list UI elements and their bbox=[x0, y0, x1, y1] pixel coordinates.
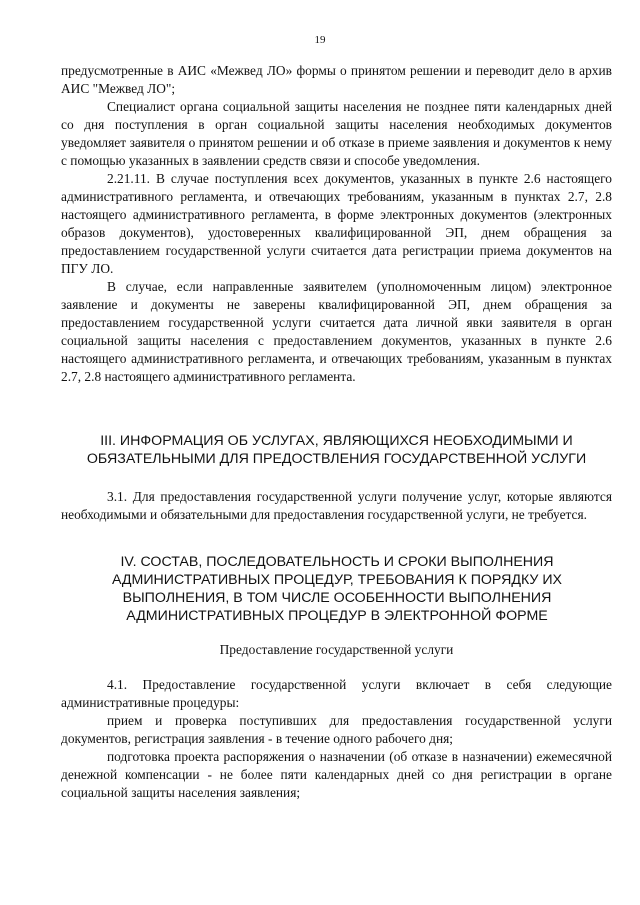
section-3-heading: III. ИНФОРМАЦИЯ ОБ УСЛУГАХ, ЯВЛЯЮЩИХСЯ НЕОБХОДИМЫМИ И ОБЯЗАТЕЛЬНЫМИ ДЛЯ ПРЕДОСТВЛЕНИЯ ГОСУДАРСТВЕННОЙ УСЛУГИ bbox=[86, 433, 587, 467]
section-4-heading: IV. СОСТАВ, ПОСЛЕДОВАТЕЛЬНОСТЬ И СРОКИ ВЫПОЛНЕНИЯ АДМИНИСТРАТИВНЫХ ПРОЦЕДУР, ТРЕБОВАНИЯ К ПОРЯДКУ ИХ ВЫПОЛНЕНИЯ, В ТОМ ЧИСЛЕ ОСОБЕННОСТИ ВЫПОЛНЕНИЯ АДМИНИСТРАТИВНЫХ ПРОЦЕДУР В ЭЛЕКТРОННОЙ ФОРМЕ bbox=[112, 554, 562, 624]
page-number: 19 bbox=[314, 34, 326, 46]
paragraph: 4.1. Предоставление государственной услуги включает в себя следующие административные процедуры: bbox=[61, 677, 612, 710]
paragraph: подготовка проекта распоряжения о назначении (об отказе в назначении) ежемесячной денежной компенсации - не более пяти календарных дней со дня регистрации в органе социальной защиты населения заявления; bbox=[61, 749, 612, 800]
paragraph: 3.1. Для предоставления государственной услуги получение услуг, которые являются необходимыми и обязательными для предоставления государственной услуги, не требуется. bbox=[61, 489, 612, 522]
subsection-heading: Предоставление государственной услуги bbox=[219, 642, 454, 657]
paragraph: предусмотренные в АИС «Межвед ЛО» формы о принятом решении и переводит дело в архив АИС "Межвед ЛО"; bbox=[61, 63, 612, 96]
section-3-body bbox=[61, 488, 612, 524]
paragraph: прием и проверка поступивших для предоставления государственной услуги документов, регистрация заявления - в течение одного рабочего дня; bbox=[61, 713, 612, 746]
section-4-body bbox=[61, 676, 612, 802]
paragraph: 2.21.11. В случае поступления всех документов, указанных в пункте 2.6 настоящего административного регламента, и отвечающих требованиям, указанным в пунктах 2.7, 2.8 настоящего административного регламента, в форме электронных документов (электронных образов документов), удостоверенных квалифицированной ЭП, днем обращения за предоставлением государственной услуги считается дата регистрации приема документов на ПГУ ЛО. bbox=[61, 171, 612, 276]
paragraph: Специалист органа социальной защиты населения не позднее пяти календарных дней со дня поступления в орган социальной защиты населения необходимых документов уведомляет заявителя о принятом решении и об отказе в приеме заявления и документов к нему с помощью указанных в заявлении средств связи и способе уведомления. bbox=[61, 99, 612, 168]
paragraph: В случае, если направленные заявителем (уполномоченным лицом) электронное заявление и документы не заверены квалифицированной ЭП, днем обращения за предоставлением государственной услуги считается дата личной явки заявителя в орган социальной защиты населения с предоставлением документов, указанных в пункте 2.6 настоящего административного регламента, и отвечающих требованиям, указанным в пунктах 2.7, 2.8 настоящего административного регламента. bbox=[61, 279, 612, 384]
body-text-top bbox=[61, 62, 612, 386]
